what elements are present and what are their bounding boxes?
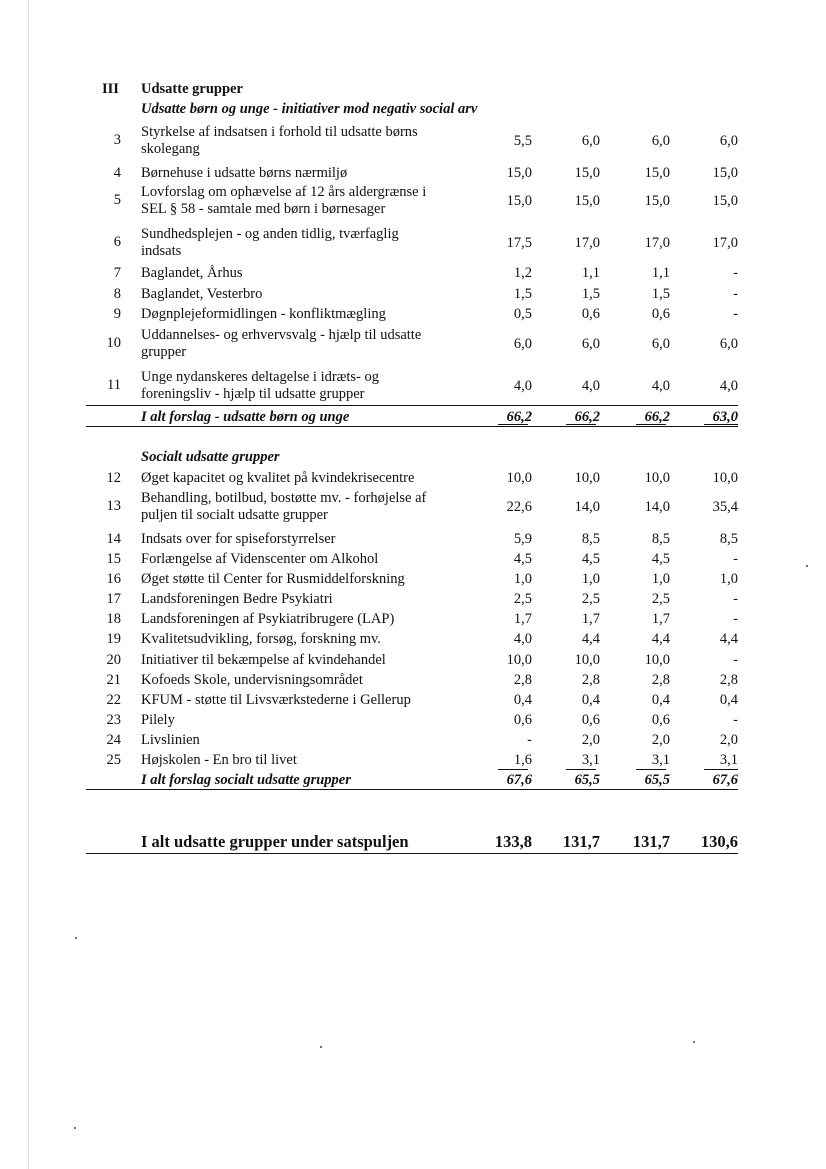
total-rule — [86, 426, 738, 427]
value-cell: 3,1 — [651, 752, 670, 768]
value-cell: 6,0 — [513, 336, 532, 352]
row-number: 3 — [113, 132, 121, 148]
value-cell: 4,4 — [651, 631, 670, 647]
value-cell: 1,5 — [581, 286, 600, 302]
row-description: Døgnplejeformidlingen - konfliktmægling — [141, 306, 386, 322]
value-cell: 14,0 — [574, 499, 600, 515]
value-cell: 22,6 — [506, 499, 532, 515]
row-number: 22 — [106, 692, 121, 708]
row-description: puljen til socialt udsatte grupper — [141, 507, 328, 523]
value-cell: 8,5 — [581, 531, 600, 547]
subtotal-underline — [498, 424, 528, 425]
value-cell: 6,0 — [581, 336, 600, 352]
row-description: Behandling, botilbud, bostøtte mv. - forhøjelse af — [141, 490, 427, 506]
row-description: Højskolen - En bro til livet — [141, 752, 297, 768]
row-description: Sundhedsplejen - og anden tidlig, tværfaglig — [141, 226, 399, 242]
value-cell: 10,0 — [644, 470, 670, 486]
value-cell: 1,1 — [651, 265, 670, 281]
section-numeral: III — [102, 81, 119, 97]
row-number: 18 — [106, 611, 121, 627]
value-cell: 15,0 — [574, 193, 600, 209]
value-cell: 17,0 — [644, 235, 670, 251]
row-description: Baglandet, Vesterbro — [141, 286, 263, 302]
value-cell: 0,4 — [581, 692, 600, 708]
value-cell: - — [733, 265, 738, 281]
value-cell: 15,0 — [644, 193, 670, 209]
value-cell: - — [733, 712, 738, 728]
value-cell: 15,0 — [644, 165, 670, 181]
value-cell: - — [733, 286, 738, 302]
value-cell: 6,0 — [719, 133, 738, 149]
row-description: foreningsliv - hjælp til udsatte grupper — [141, 386, 365, 402]
value-cell: 5,5 — [513, 133, 532, 149]
subtotal-underline — [636, 769, 666, 770]
value-cell: 8,5 — [651, 531, 670, 547]
value-cell: 2,0 — [581, 732, 600, 748]
value-cell: - — [527, 732, 532, 748]
row-description: Øget kapacitet og kvalitet på kvindekrisecentre — [141, 470, 415, 486]
row-description: Initiativer til bekæmpelse af kvindehandel — [141, 652, 386, 668]
value-cell: 6,0 — [651, 133, 670, 149]
value-cell: 2,8 — [651, 672, 670, 688]
value-cell: - — [733, 591, 738, 607]
value-cell: 15,0 — [506, 165, 532, 181]
value-cell: 10,0 — [574, 470, 600, 486]
value-cell: 6,0 — [719, 336, 738, 352]
grand-total-value: 133,8 — [494, 832, 532, 851]
row-description: Forlængelse af Videnscenter om Alkohol — [141, 551, 379, 567]
value-cell: 1,5 — [651, 286, 670, 302]
row-number: 15 — [106, 551, 121, 567]
row-number: 12 — [106, 470, 121, 486]
value-cell: 2,0 — [651, 732, 670, 748]
value-cell: - — [733, 306, 738, 322]
value-cell: 5,9 — [513, 531, 532, 547]
value-cell: 4,4 — [581, 631, 600, 647]
value-cell: 0,6 — [513, 712, 532, 728]
value-cell: 1,0 — [719, 571, 738, 587]
value-cell: 14,0 — [644, 499, 670, 515]
subtotal-value: 65,5 — [644, 772, 670, 788]
value-cell: 4,0 — [513, 378, 532, 394]
total-rule — [86, 405, 738, 406]
value-cell: - — [733, 652, 738, 668]
row-number: 10 — [106, 335, 121, 351]
row-description: skolegang — [141, 141, 200, 157]
row-description: Landsforeningen af Psykiatribrugere (LAP) — [141, 611, 395, 627]
row-description: Baglandet, Århus — [141, 265, 243, 281]
grand-total-value: 130,6 — [700, 832, 738, 851]
value-cell: 17,5 — [506, 235, 532, 251]
row-number: 8 — [113, 286, 121, 302]
subtotal-underline — [704, 769, 738, 770]
value-cell: 3,1 — [581, 752, 600, 768]
value-cell: 1,1 — [581, 265, 600, 281]
value-cell: 10,0 — [644, 652, 670, 668]
subtotal-value: 67,6 — [712, 772, 738, 788]
value-cell: 4,5 — [581, 551, 600, 567]
value-cell: 15,0 — [712, 165, 738, 181]
row-description: KFUM - støtte til Livsværkstederne i Gellerup — [141, 692, 411, 708]
value-cell: 2,8 — [719, 672, 738, 688]
grand-total-rule — [86, 853, 738, 854]
subtotal-underline — [636, 424, 666, 425]
row-number: 14 — [106, 531, 121, 547]
value-cell: 1,5 — [513, 286, 532, 302]
row-number: 23 — [106, 712, 121, 728]
row-description: Indsats over for spiseforstyrrelser — [141, 531, 336, 547]
value-cell: 1,7 — [651, 611, 670, 627]
row-description: Børnehuse i udsatte børns nærmiljø — [141, 165, 348, 181]
value-cell: 6,0 — [651, 336, 670, 352]
value-cell: 4,0 — [581, 378, 600, 394]
value-cell: 2,5 — [513, 591, 532, 607]
row-description: Uddannelses- og erhvervsvalg - hjælp til udsatte — [141, 327, 422, 343]
value-cell: 1,0 — [581, 571, 600, 587]
row-description: Landsforeningen Bedre Psykiatri — [141, 591, 333, 607]
value-cell: 10,0 — [574, 652, 600, 668]
value-cell: 2,0 — [719, 732, 738, 748]
group-title: Socialt udsatte grupper — [141, 449, 280, 465]
total-rule — [86, 789, 738, 790]
value-cell: 8,5 — [719, 531, 738, 547]
row-description: Styrkelse af indsatsen i forhold til udsatte børns — [141, 124, 418, 140]
row-number: 11 — [107, 377, 121, 393]
value-cell: 0,4 — [651, 692, 670, 708]
value-cell: 1,0 — [651, 571, 670, 587]
value-cell: 2,8 — [581, 672, 600, 688]
row-number: 4 — [113, 165, 121, 181]
value-cell: 10,0 — [506, 652, 532, 668]
subtotal-value: 66,2 — [574, 409, 600, 425]
value-cell: 4,5 — [513, 551, 532, 567]
row-description: indsats — [141, 243, 182, 259]
subtotal-label: I alt forslag socialt udsatte grupper — [141, 772, 351, 788]
row-description: Kvalitetsudvikling, forsøg, forskning mv. — [141, 631, 381, 647]
subtotal-label: I alt forslag - udsatte børn og unge — [141, 409, 350, 425]
value-cell: 0,6 — [581, 306, 600, 322]
row-number: 21 — [106, 672, 121, 688]
value-cell: 4,5 — [651, 551, 670, 567]
scan-speck — [75, 937, 77, 939]
value-cell: 0,5 — [513, 306, 532, 322]
value-cell: - — [733, 611, 738, 627]
row-number: 16 — [106, 571, 121, 587]
row-number: 25 — [106, 752, 121, 768]
row-description: Livslinien — [141, 732, 200, 748]
value-cell: 3,1 — [719, 752, 738, 768]
value-cell: 15,0 — [506, 193, 532, 209]
value-cell: 1,2 — [513, 265, 532, 281]
row-number: 9 — [113, 306, 121, 322]
subtotal-underline — [566, 424, 596, 425]
value-cell: 1,7 — [581, 611, 600, 627]
value-cell: 17,0 — [574, 235, 600, 251]
value-cell: 35,4 — [712, 499, 738, 515]
scan-speck — [74, 1127, 76, 1129]
value-cell: - — [733, 551, 738, 567]
row-number: 20 — [106, 652, 121, 668]
row-number: 13 — [106, 498, 121, 514]
value-cell: 4,0 — [513, 631, 532, 647]
row-description: Kofoeds Skole, undervisningsområdet — [141, 672, 363, 688]
value-cell: 1,7 — [513, 611, 532, 627]
subtotal-value: 66,2 — [644, 409, 670, 425]
value-cell: 15,0 — [574, 165, 600, 181]
row-description: grupper — [141, 344, 187, 360]
section-title: Udsatte grupper — [141, 81, 243, 97]
value-cell: 4,4 — [719, 631, 738, 647]
value-cell: 4,0 — [719, 378, 738, 394]
scan-speck — [320, 1046, 322, 1048]
row-description: Unge nydanskeres deltagelse i idræts- og — [141, 369, 379, 385]
value-cell: 2,5 — [651, 591, 670, 607]
value-cell: 2,5 — [581, 591, 600, 607]
subtotal-underline — [704, 424, 738, 425]
subtotal-underline — [498, 769, 528, 770]
scan-speck — [693, 1041, 695, 1043]
value-cell: 0,4 — [719, 692, 738, 708]
value-cell: 4,0 — [651, 378, 670, 394]
value-cell: 10,0 — [712, 470, 738, 486]
group-title: Udsatte børn og unge - initiativer mod negativ social arv — [141, 101, 478, 117]
grand-total-value: 131,7 — [562, 832, 600, 851]
value-cell: 1,6 — [513, 752, 532, 768]
value-cell: 0,6 — [651, 306, 670, 322]
subtotal-value: 65,5 — [574, 772, 600, 788]
row-number: 7 — [113, 265, 121, 281]
value-cell: 10,0 — [506, 470, 532, 486]
row-description: Øget støtte til Center for Rusmiddelforskning — [141, 571, 405, 587]
value-cell: 17,0 — [712, 235, 738, 251]
value-cell: 2,8 — [513, 672, 532, 688]
grand-total-value: 131,7 — [632, 832, 670, 851]
subtotal-value: 63,0 — [712, 409, 738, 425]
row-number: 17 — [106, 591, 121, 607]
value-cell: 15,0 — [712, 193, 738, 209]
value-cell: 6,0 — [581, 133, 600, 149]
grand-total-label: I alt udsatte grupper under satspuljen — [141, 832, 409, 851]
value-cell: 0,6 — [651, 712, 670, 728]
row-number: 19 — [106, 631, 121, 647]
value-cell: 0,6 — [581, 712, 600, 728]
row-description: Lovforslag om ophævelse af 12 års aldergrænse i — [141, 184, 427, 200]
value-cell: 1,0 — [513, 571, 532, 587]
row-number: 24 — [106, 732, 121, 748]
subtotal-underline — [566, 769, 596, 770]
value-cell: 0,4 — [513, 692, 532, 708]
subtotal-value: 66,2 — [506, 409, 532, 425]
row-number: 6 — [113, 234, 121, 250]
subtotal-value: 67,6 — [506, 772, 532, 788]
row-description: Pilely — [141, 712, 175, 728]
scan-speck — [806, 565, 808, 567]
row-number: 5 — [113, 192, 121, 208]
row-description: SEL § 58 - samtale med børn i børnesager — [141, 201, 386, 217]
